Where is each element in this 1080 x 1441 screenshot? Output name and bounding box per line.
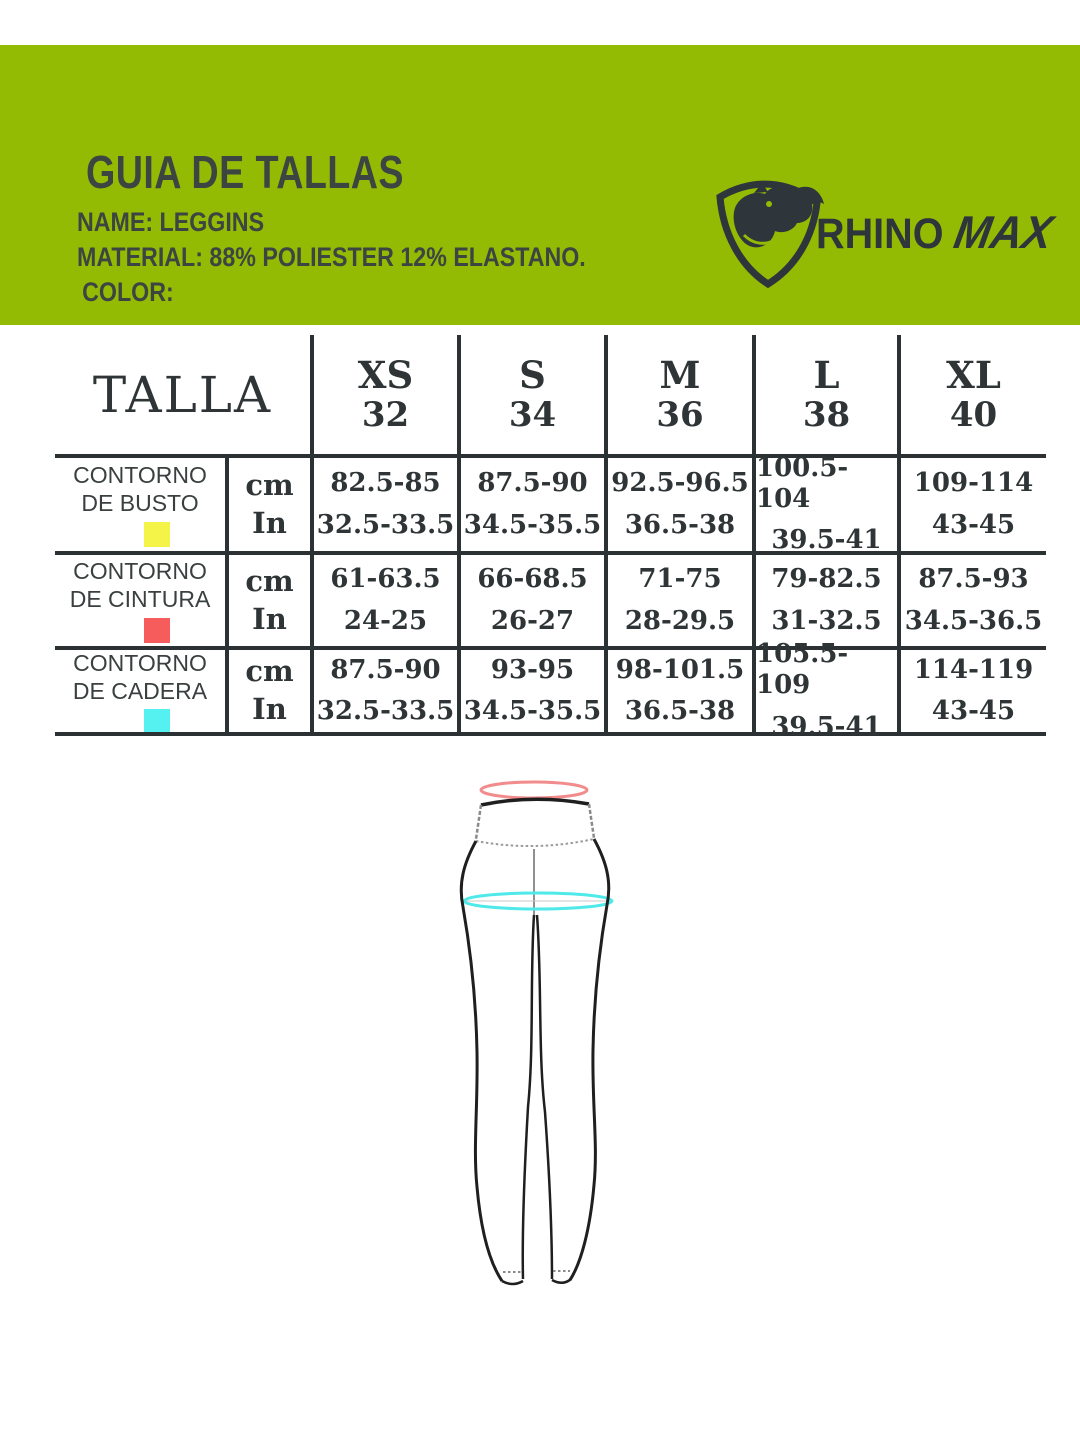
busto-l-cell [752,452,897,556]
column-header-s [457,335,604,458]
cadera-s-cell [457,650,604,736]
hip-color-swatch [144,709,170,732]
product-material-line: MATERIAL: 88% POLIESTER 12% ELASTANO. [77,242,586,272]
page-title: GUIA DE TALLAS [86,146,404,198]
value-in: 34.5-35.5 [463,509,602,540]
brand-wordmark [816,205,1055,259]
value-cm: 87.5-90 [330,654,441,685]
waist-color-swatch [144,618,170,643]
cadera-l-cell [752,639,897,742]
unit-in: In [252,692,287,726]
column-header-xs [310,335,457,458]
leggings-front-outline [424,757,654,1307]
size-letter: XS [357,352,414,397]
size-letter: XL [946,352,1001,397]
value-cm: 114-119 [913,654,1034,685]
column-header-l [752,335,897,458]
cintura-l-cell [752,555,897,650]
value-cm: 100.5-104 [756,452,849,514]
value-cm: 92.5-96.5 [611,468,749,499]
unit-in: In [252,505,287,540]
row-label-line: DE CADERA [72,677,208,704]
value-in: 43-45 [931,509,1016,540]
size-number: 40 [949,395,998,436]
value-in: 24-25 [343,605,428,636]
value-in: 36.5-38 [624,509,736,540]
row-label-line: DE CINTURA [69,586,211,612]
unit-cell [225,555,310,650]
value-cm: 61-63.5 [330,564,441,595]
busto-xl-cell [897,458,1046,555]
value-in: 39.5-41 [771,525,882,556]
size-number: 36 [656,395,704,436]
busto-xs-cell [310,458,457,555]
value-in: 43-45 [931,696,1016,726]
product-color-line: COLOR: [82,277,174,307]
value-cm: 105.5-109 [756,639,849,701]
value-in: 34.5-36.5 [904,605,1043,636]
value-in: 26-27 [490,605,575,636]
value-in: 31-32.5 [771,605,882,636]
value-cm: 109-114 [913,468,1034,499]
size-letter: M [659,352,701,397]
value-in: 34.5-35.5 [463,696,602,726]
row-label-line: CONTORNO [73,650,207,676]
value-in: 32.5-33.5 [316,696,455,726]
size-number: 38 [802,395,851,436]
unit-cm: cm [245,563,294,598]
size-number: 32 [361,395,410,436]
value-cm: 71-75 [638,564,722,595]
value-cm: 98-101.5 [615,654,745,685]
value-in: 39.5-41 [771,711,882,742]
cadera-xl-cell [897,650,1046,736]
column-header-m [604,335,752,458]
brand-word-rhino: RHINO [816,210,944,258]
size-letter: S [519,352,546,397]
size-letter: L [813,352,840,397]
size-number: 34 [508,395,557,436]
busto-m-cell [604,458,752,555]
unit-cell [225,650,310,736]
cintura-s-cell [457,555,604,650]
header-band [0,45,1080,325]
cintura-xl-cell [897,555,1046,650]
value-cm: 87.5-90 [477,468,588,499]
size-table [55,335,1046,742]
value-cm: 87.5-93 [918,564,1029,595]
row-label-line: CONTORNO [73,462,207,489]
cintura-xs-cell [310,555,457,650]
waist-measure-marker [481,782,587,798]
value-cm: 93-95 [490,654,575,685]
cadera-m-cell [604,650,752,736]
row-label-line: CONTORNO [73,558,207,585]
column-header-xl [897,335,1046,458]
row-label-cintura [55,555,225,650]
row-label-line: DE BUSTO [81,490,199,516]
brand-word-max: MAX [949,206,1057,258]
value-cm: 66-68.5 [477,564,588,595]
value-in: 36.5-38 [624,696,736,726]
row-label-cadera [55,650,225,736]
unit-cm: cm [245,654,294,689]
row-label-busto [55,458,225,555]
brand-logo [708,173,1055,291]
value-in: 32.5-33.5 [316,509,455,540]
unit-cm: cm [245,467,294,502]
table-corner-label: TALLA [55,335,310,458]
unit-in: In [252,601,287,636]
cintura-m-cell [604,555,752,650]
product-info [77,205,586,310]
unit-cell [225,458,310,555]
value-in: 28-29.5 [624,605,736,636]
rhino-shield-icon [708,173,832,291]
value-cm: 82.5-85 [330,468,441,499]
value-cm: 79-82.5 [771,564,882,595]
bust-color-swatch [144,522,170,547]
busto-s-cell [457,458,604,555]
product-name-line: NAME: LEGGINS [77,207,265,237]
cadera-xs-cell [310,650,457,736]
